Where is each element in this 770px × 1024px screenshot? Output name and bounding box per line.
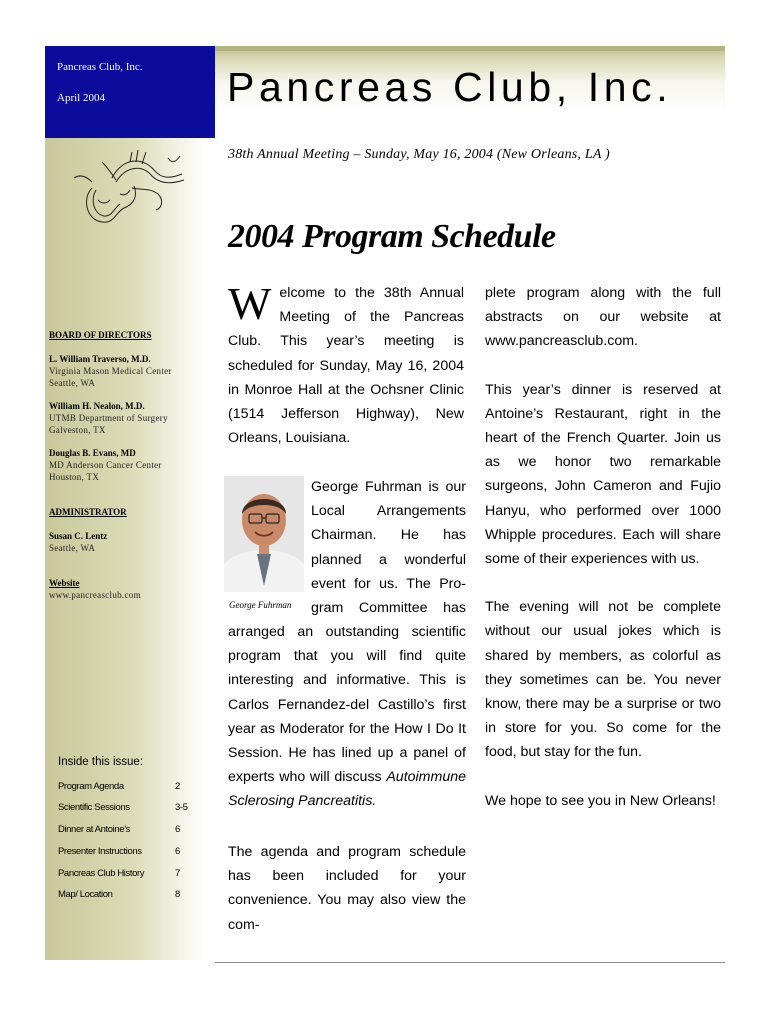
admin-name: Susan C. Lentz xyxy=(49,531,108,541)
board-heading: BOARD OF DIRECTORS xyxy=(49,330,152,340)
board-member-city: Galveston, TX xyxy=(49,425,106,435)
board-member-city: Houston, TX xyxy=(49,472,100,482)
drop-cap: W xyxy=(228,278,272,329)
board-member-name: L. William Traverso, M.D. xyxy=(49,354,151,364)
website-paragraph: plete program along with the full abstracts on our website at www.pancreasclub.com. xyxy=(485,285,721,350)
board-member-city: Seattle, WA xyxy=(49,378,96,388)
program-topic: Autoimmune Sclerosing Pancreatitis. xyxy=(228,769,466,810)
toc-item[interactable] xyxy=(58,824,188,835)
text-line: planned a wonderful xyxy=(311,551,466,568)
toc-page: 6 xyxy=(175,846,180,857)
header-rule xyxy=(215,46,725,51)
masthead-box xyxy=(45,46,215,138)
toc-item[interactable] xyxy=(58,802,188,813)
text-line: event for us. The Pro- xyxy=(311,575,466,592)
text-line: George Fuhrman is our xyxy=(311,479,466,495)
toc-label: Presenter Instructions xyxy=(58,846,142,857)
toc-page: 3-5 xyxy=(175,802,188,813)
agenda-paragraph xyxy=(228,840,466,937)
evening-paragraph: The evening will not be complete without our usual jokes which is shared by members, as colorful as they sometimes can be. You never know, there may be a surprise or two in store for you. So come for the food, but stay for the fun. xyxy=(485,599,721,761)
page-title: Pancreas Club, Inc. xyxy=(227,64,673,110)
toc-label: Pancreas Club History xyxy=(58,868,145,879)
issue-date: April 2004 xyxy=(57,92,105,104)
program-title: 2004 Program Schedule xyxy=(228,218,556,255)
text-line: Local Arrangements xyxy=(311,503,466,520)
pancreas-illustration xyxy=(72,148,190,238)
intro-paragraph xyxy=(228,278,464,450)
website-heading: Website xyxy=(49,578,80,588)
board-member-name: Douglas B. Evans, MD xyxy=(49,448,136,458)
george-fuhrman-photo xyxy=(224,476,304,592)
toc-page: 8 xyxy=(175,889,180,900)
toc-label: Scientific Sessions xyxy=(58,802,130,813)
board-member-affiliation: MD Anderson Cancer Center xyxy=(49,460,162,470)
right-column xyxy=(485,281,721,813)
admin-city: Seattle, WA xyxy=(49,543,96,553)
admin-heading: ADMINISTRATOR xyxy=(49,507,127,517)
toc-label: Dinner at Antoine’s xyxy=(58,824,130,835)
inside-issue-title: Inside this issue: xyxy=(58,756,144,768)
program-paragraph xyxy=(228,620,466,814)
footer-rule xyxy=(215,962,725,963)
toc-page: 2 xyxy=(175,781,180,792)
toc-label: Program Agenda xyxy=(58,781,124,792)
photo-caption: George Fuhrman xyxy=(229,600,292,610)
fuhrman-paragraph xyxy=(311,475,466,620)
website-link[interactable]: www.pancreasclub.com xyxy=(49,590,141,600)
board-member-name: William H. Nealon, M.D. xyxy=(49,401,145,411)
toc-page: 6 xyxy=(175,824,180,835)
program-text: arranged an outstanding scientific program that you will find quite interesting and informative. This is Carlos Fernandez-del Castillo’s first year as Moderator for the How I Do It Session. He has lined up a panel of experts who will discuss xyxy=(228,624,466,786)
toc-item[interactable] xyxy=(58,889,188,900)
toc-label: Map/ Location xyxy=(58,889,113,900)
board-member-affiliation: Virginia Mason Medical Center xyxy=(49,366,172,376)
org-name: Pancreas Club, Inc. xyxy=(57,61,143,73)
agenda-text: The agenda and program schedule has been included for your convenience. You may also view the com- xyxy=(228,844,466,933)
text-line: gram Committee has xyxy=(311,600,466,617)
toc-item[interactable] xyxy=(58,846,188,857)
toc-item[interactable] xyxy=(58,868,188,879)
toc-page: 7 xyxy=(175,868,180,879)
intro-text: elcome to the 38th Annual Meeting of the Pancreas Club. This year’s meeting is scheduled for Sunday, May 16, 2004 in Monroe Hall at the Ochsner Clinic (1514 Jefferson Highway), New Orleans, Louisiana. xyxy=(228,285,464,447)
board-member-affiliation: UTMB Department of Surgery xyxy=(49,413,168,423)
toc-item[interactable] xyxy=(58,781,188,792)
dinner-paragraph: This year’s dinner is reserved at Antoine’s Restaurant, right in the heart of the French Quarter. Join us as we honor two remarkable surgeons, John Cameron and Fujio Hanyu, who performed over 1000 Whipple procedures. Each will share some of their experiences with us. xyxy=(485,381,721,568)
text-line: Chairman. He has xyxy=(311,527,466,544)
closing-paragraph: We hope to see you in New Orleans! xyxy=(485,792,716,809)
meeting-subtitle: 38th Annual Meeting – Sunday, May 16, 2004 (New Orleans, LA ) xyxy=(228,147,610,162)
